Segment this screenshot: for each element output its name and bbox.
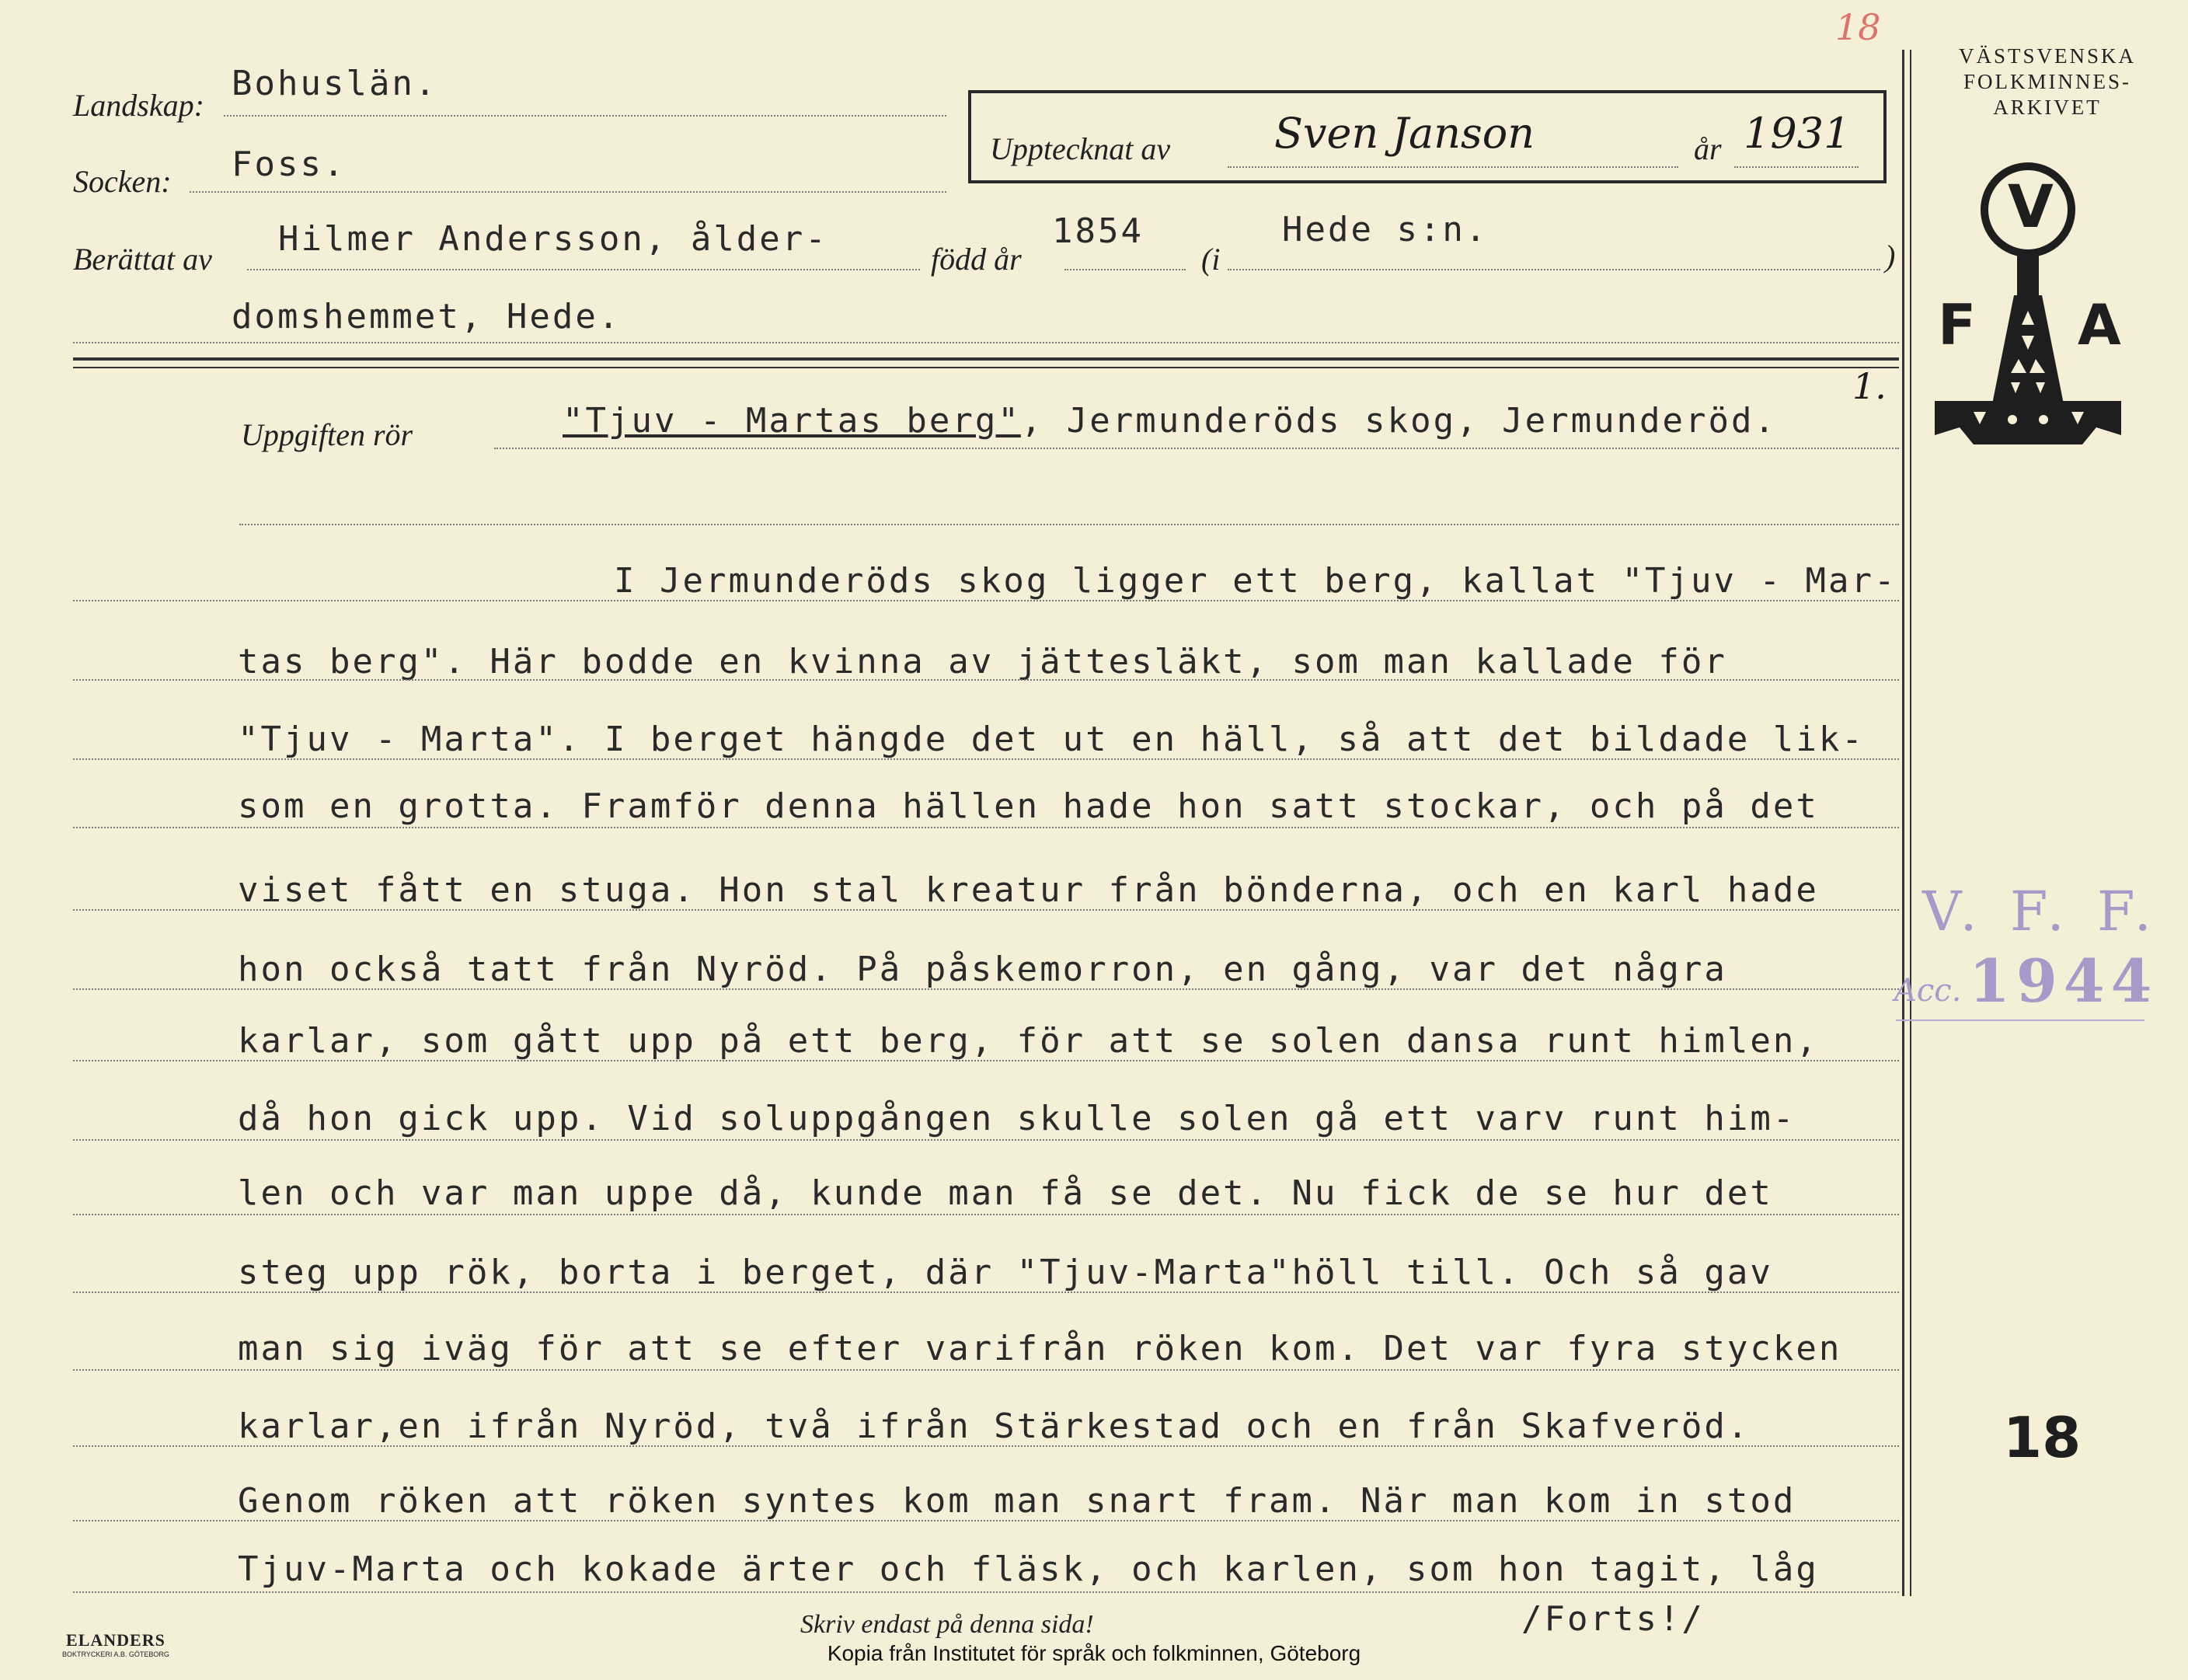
subject-value-rest: , Jermunderöds skog, Jermunderöd. (1020, 401, 1777, 441)
right-margin-rule-1 (1902, 50, 1904, 1596)
body-rule (73, 1520, 1899, 1521)
item-number: 1. (1852, 365, 1887, 407)
accession-stamp-year: 1944 (1969, 946, 2158, 1016)
fodd-label: född år (931, 242, 1022, 277)
landskap-label: Landskap: (73, 88, 204, 123)
ar-label: år (1694, 131, 1722, 166)
body-line: "Tjuv - Marta". I berget hängde det ut en häll, så att det bildade lik- (238, 720, 1865, 759)
archive-name-line1: VÄSTSVENSKA (1958, 44, 2137, 68)
footer-instruction: Skriv endast på denna sida! (800, 1610, 1094, 1639)
archive-name (1919, 44, 2176, 120)
body-line: viset fått en stuga. Hon stal kreatur från bönderna, och en karl hade (238, 870, 1819, 910)
body-rule (73, 827, 1899, 828)
body-line: Tjuv-Marta och kokade ärter och fläsk, och karlen, som hon tagit, låg (238, 1549, 1819, 1589)
body-line: Genom röken att röken syntes kom man snart fram. När man kom in stod (238, 1481, 1796, 1521)
body-rule (73, 1291, 1899, 1293)
berattat-label: Berättat av (73, 242, 212, 277)
fodd-value: 1854 (1052, 211, 1144, 251)
landskap-value: Bohuslän. (232, 64, 438, 103)
body-line: len och var man uppe då, kunde man få se det. Nu fick de se hur det (238, 1173, 1773, 1213)
body-rule (73, 988, 1899, 990)
body-line: karlar,en ifrån Nyröd, två ifrån Stärkestad och en från Skafveröd. (238, 1406, 1751, 1446)
printer-sub: BOKTRYCKERI A.B. GÖTEBORG (62, 1650, 169, 1658)
fodd-line (1064, 269, 1186, 270)
right-margin-rule-2 (1910, 50, 1911, 1596)
body-line: tas berg". Här bodde en kvinna av jättesläkt, som man kallade för (238, 642, 1727, 681)
body-line: då hon gick upp. Vid soluppgången skulle solen gå ett varv runt him- (238, 1099, 1796, 1138)
landskap-line (224, 115, 946, 117)
printer-name: ELANDERS (66, 1630, 165, 1650)
sheet-number: 18 (2003, 1405, 2082, 1470)
archive-logo (1927, 155, 2129, 466)
continued-note: /Forts!/ (1521, 1599, 1705, 1639)
upptecknat-line (1228, 166, 1678, 168)
subject-label: Uppgiften rör (241, 417, 413, 452)
body-rule (73, 600, 1899, 601)
i-label: (i (1201, 242, 1221, 277)
close-paren: ) (1885, 239, 1896, 274)
socken-line (190, 191, 946, 193)
accession-stamp-prefix: Acc. (1894, 973, 1962, 1009)
header-double-rule-top (73, 357, 1899, 361)
logo-letter-v: V (2008, 172, 2054, 241)
berattat-line-2 (73, 342, 1899, 343)
subject-value (563, 401, 1777, 441)
upptecknat-label: Upptecknat av (990, 131, 1171, 166)
i-line (1228, 269, 1880, 270)
i-value: Hede s:n. (1282, 210, 1489, 249)
subject-value-underlined: "Tjuv - Martas berg" (563, 401, 1021, 441)
body-rule (73, 758, 1899, 760)
archive-name-line2: FOLKMINNES- (1963, 70, 2131, 93)
body-rule (73, 1139, 1899, 1141)
berattat-line (247, 269, 920, 270)
ar-line (1734, 166, 1859, 168)
body-line: som en grotta. Framför denna hällen hade hon satt stockar, och på det (238, 786, 1819, 826)
body-rule (73, 1591, 1899, 1593)
body-line: man sig iväg för att se efter varifrån röken kom. Det var fyra stycken (238, 1329, 1842, 1368)
body-rule (73, 1214, 1899, 1215)
upptecknat-value: Sven Janson (1274, 109, 1535, 158)
body-rule (73, 1445, 1899, 1447)
berattat-value-2: domshemmet, Hede. (232, 297, 622, 336)
subject-line-2 (239, 524, 1899, 525)
header-double-rule-bottom (73, 367, 1899, 368)
body-line: karlar, som gått upp på ett berg, för att se solen dansa runt himlen, (238, 1021, 1819, 1061)
accession-stamp-line (1896, 1020, 2144, 1021)
handwritten-page-number: 18 (1835, 6, 1881, 48)
archive-name-line3: ARKIVET (1993, 96, 2102, 119)
body-rule (73, 909, 1899, 911)
subject-line-1 (494, 448, 1899, 449)
body-line: hon också tatt från Nyröd. På påskemorron, en gång, var det några (238, 950, 1727, 989)
body-line: I Jermunderöds skog ligger ett berg, kallat "Tjuv - Mar- (614, 561, 1897, 601)
socken-label: Socken: (73, 164, 172, 199)
copy-notice: Kopia från Institutet för språk och folkminnen, Göteborg (827, 1641, 1361, 1665)
logo-letter-f: F (1938, 292, 1977, 357)
body-rule (73, 679, 1899, 681)
berattat-value-1: Hilmer Andersson, ålder- (278, 219, 828, 259)
body-line: steg upp rök, borta i berget, där "Tjuv-Marta"höll till. Och så gav (238, 1253, 1773, 1292)
body-rule (73, 1060, 1899, 1061)
accession-stamp-line1: V. F. F. (1922, 880, 2159, 943)
socken-value: Foss. (232, 145, 347, 184)
ar-value: 1931 (1744, 109, 1851, 158)
logo-letter-a: A (2078, 292, 2121, 357)
body-rule (73, 1369, 1899, 1371)
